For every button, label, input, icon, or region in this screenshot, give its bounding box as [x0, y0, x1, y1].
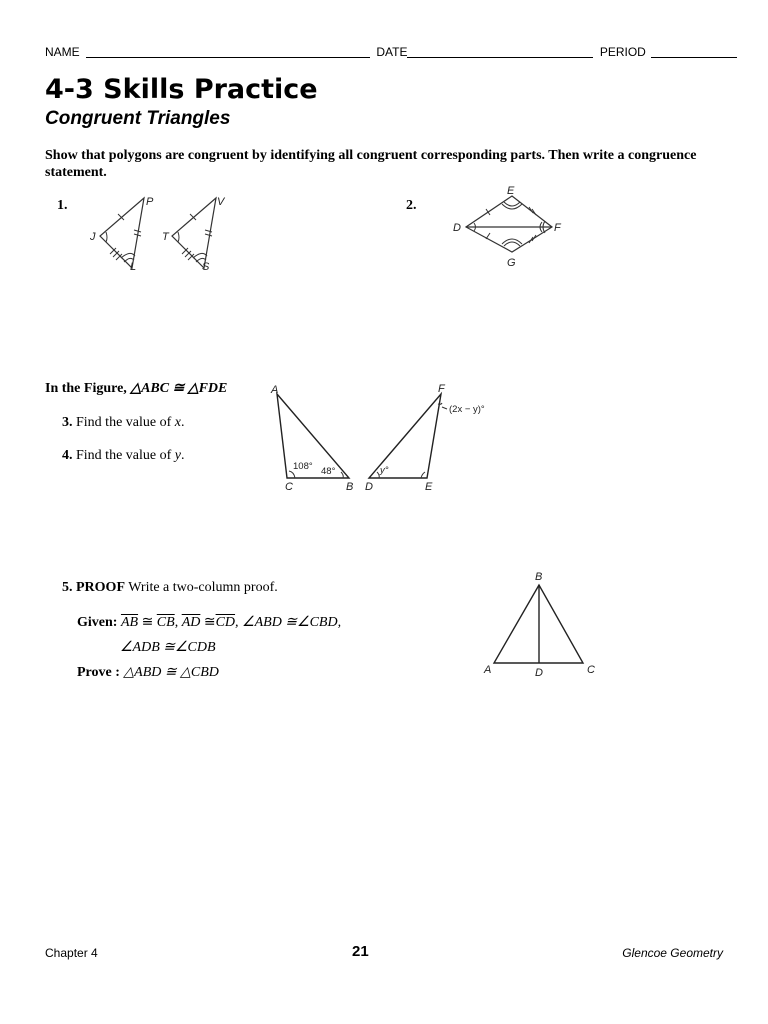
footer-book-title: Glencoe Geometry: [622, 946, 723, 960]
proof-label-c: C: [587, 664, 595, 676]
instructions: Show that polygons are congruent by identifying all congruent corresponding parts. Then write a congruence statement.: [45, 148, 697, 180]
label-t: T: [162, 231, 169, 243]
given-separator: ,: [174, 615, 179, 630]
question-4-var: y: [174, 448, 181, 463]
given-segment-cd: $\overline{CD}$: [215, 615, 236, 630]
date-blank: [407, 57, 593, 58]
question-4-suffix: .: [180, 448, 185, 463]
label-e: E: [507, 185, 515, 197]
given-segment-ad: $\overline{AD}$: [181, 615, 201, 630]
angle-d-label: y°: [380, 465, 389, 476]
angle-b-label: 48°: [321, 466, 336, 477]
label-j: J: [90, 231, 96, 243]
problem-1-figure: [88, 192, 238, 276]
angle-f-label: (2x − y)°: [449, 404, 485, 415]
label-f: F: [438, 383, 445, 395]
label-s: S: [202, 261, 210, 273]
question-3-suffix: .: [180, 415, 185, 430]
footer-chapter: Chapter 4: [45, 946, 98, 960]
period-blank: [651, 57, 737, 58]
figure-intro: [45, 380, 227, 397]
figure-intro-prefix: In the Figure,: [45, 381, 131, 396]
label-d: D: [365, 481, 373, 493]
label-c: C: [285, 481, 293, 493]
page-subtitle: Congruent Triangles: [45, 108, 231, 129]
question-4-prefix: Find the value of: [76, 448, 175, 463]
prove-statement: △ABD ≅ △CBD: [123, 665, 219, 680]
proof-number: 5.: [62, 580, 73, 595]
label-f: F: [554, 222, 561, 234]
angle-c-label: 108°: [293, 461, 313, 472]
proof-label: PROOF: [76, 580, 125, 595]
label-p: P: [146, 196, 154, 208]
given-angles-1: , ∠ABD ≅∠CBD,: [235, 615, 342, 630]
question-3-var: x: [174, 415, 181, 430]
proof-label-d: D: [535, 667, 543, 679]
proof-figure: [478, 566, 603, 681]
figure-congruence-statement: △ABC ≅ △FDE: [130, 381, 228, 396]
name-label: NAME: [45, 45, 80, 59]
given-label: Given:: [77, 615, 118, 630]
date-label: DATE: [376, 45, 408, 59]
label-d: D: [453, 222, 461, 234]
name-blank: [86, 57, 370, 58]
given-congruent-2: ≅: [203, 615, 216, 630]
given-segment-ab: $\overline{AB}$: [120, 615, 139, 630]
proof-heading: [62, 580, 278, 596]
given-segment-cb: $\overline{CB}$: [156, 615, 175, 630]
problem-1-number: 1.: [57, 198, 68, 213]
problem-2-number: 2.: [406, 198, 417, 213]
proof-label-b: B: [535, 571, 543, 583]
label-l: L: [130, 261, 137, 273]
given-congruent-1: ≅: [141, 615, 154, 630]
label-a: A: [271, 384, 279, 396]
prove-label: Prove :: [77, 665, 120, 680]
proof-label-a: A: [484, 664, 492, 676]
triangles-abc-fde-figure: [265, 380, 495, 496]
question-4-number: 4.: [62, 448, 73, 463]
label-e: E: [425, 481, 433, 493]
problem-2-figure: [448, 182, 568, 272]
page-title: 4-3 Skills Practice: [45, 74, 318, 105]
student-info-header: [45, 45, 737, 59]
question-3-number: 3.: [62, 415, 73, 430]
question-3: [62, 415, 184, 431]
label-v: V: [217, 196, 225, 208]
proof-instruction: Write a two-column proof.: [128, 580, 278, 595]
label-g: G: [507, 257, 516, 269]
given-angles-2: ∠ADB ≅∠CDB: [120, 640, 216, 655]
question-4: [62, 448, 184, 464]
question-3-prefix: Find the value of: [76, 415, 175, 430]
period-label: PERIOD: [599, 45, 646, 59]
label-b: B: [346, 481, 354, 493]
proof-prove: [77, 664, 219, 681]
proof-given: [77, 614, 341, 631]
footer-page-number: 21: [352, 943, 369, 960]
